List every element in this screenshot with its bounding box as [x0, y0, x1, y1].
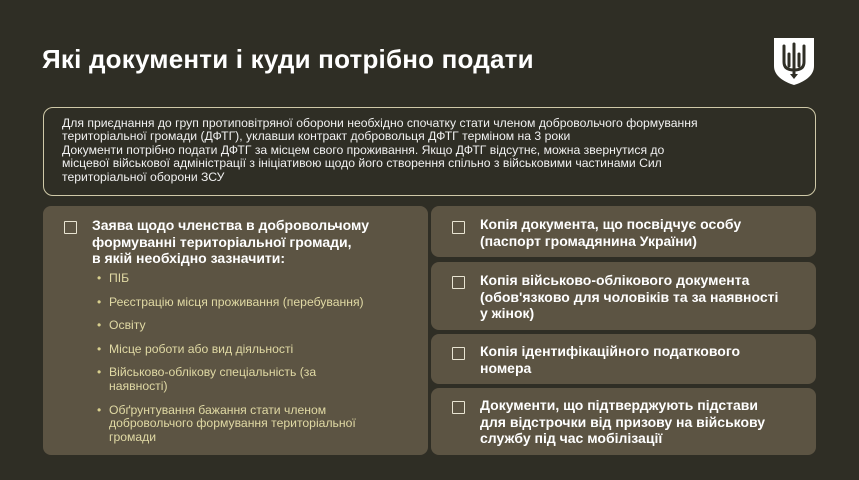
card-text-line: (паспорт громадянина України)	[480, 232, 697, 249]
bullet-icon: •	[97, 402, 102, 417]
list-item-text: добровольчого формування територіальної	[109, 416, 356, 431]
card-text-line: для відстрочки від призову на військову	[480, 413, 766, 430]
bullet-icon: •	[97, 271, 102, 285]
intro-line: Документи потрібно подати ДФТГ за місцем свого проживання. Якщо ДФТГ відсутнє, можна звернутися до	[62, 142, 665, 157]
application-title	[92, 217, 412, 267]
application-fields-list	[97, 272, 407, 454]
bullet-icon: •	[97, 318, 102, 333]
intro-box	[43, 107, 816, 196]
list-item-text: Місце роботи або вид діяльності	[109, 341, 294, 356]
bullet-icon: •	[97, 341, 102, 356]
list-item-text: громади	[109, 429, 157, 444]
military-document-text	[480, 272, 800, 322]
list-item-text: Обґрунтування бажання стати членом	[109, 402, 327, 417]
tax-number-text	[480, 343, 800, 376]
list-item	[97, 366, 407, 393]
list-item-text: ПІБ	[109, 271, 130, 285]
list-item	[97, 343, 407, 357]
list-item	[97, 296, 407, 310]
intro-line: територіальної оборони ЗСУ	[62, 169, 225, 184]
list-item-text: Реєстрацію місця проживання (перебування)	[109, 294, 364, 309]
checkbox-military-document[interactable]	[452, 276, 465, 289]
card-text-line: (обов'язково для чоловіків та за наявності	[480, 288, 779, 305]
card-text-line: Копія ідентифікаційного податкового	[480, 343, 741, 359]
application-title-line: в якій необхідно зазначити:	[92, 250, 286, 266]
card-text-line: номера	[480, 359, 532, 376]
card-text-line: службу під час мобілізації	[480, 430, 663, 446]
id-document-text	[480, 216, 800, 249]
list-item-text: наявності)	[109, 378, 168, 393]
card-text-line: Копія документа, що посвідчує особу	[480, 216, 742, 232]
checkbox-deferment-documents[interactable]	[452, 401, 465, 414]
card-text-line: Копія військово-облікового документа	[480, 272, 750, 288]
intro-line: Для приєднання до груп протиповітряної оборони необхідно спочатку стати членом добровольчого формування	[62, 116, 698, 130]
list-item	[97, 404, 407, 445]
application-title-line: Заява щодо членства в добровольчому	[92, 217, 369, 233]
list-item	[97, 319, 407, 333]
checkbox-application[interactable]	[64, 221, 77, 234]
checkbox-tax-number[interactable]	[452, 347, 465, 360]
list-item	[97, 272, 407, 286]
application-title-line: формуванні територіальної громади,	[92, 233, 352, 250]
page-title: Які документи і куди потрібно подати	[42, 44, 534, 74]
list-item-text: Військово-облікову спеціальність (за	[109, 365, 317, 380]
intro-line: місцевої військової адміністрації з ініціативою щодо його створення спільно з військовими частинами Сил	[62, 156, 662, 171]
card-text-line: Документи, що підтверджують підстави	[480, 397, 758, 413]
list-item-text: Освіту	[109, 318, 146, 333]
checkbox-id-document[interactable]	[452, 221, 465, 234]
trident-shield-icon	[772, 36, 816, 86]
bullet-icon: •	[97, 294, 102, 309]
card-text-line: у жінок)	[480, 305, 535, 321]
deferment-documents-text	[480, 397, 800, 447]
bullet-icon: •	[97, 365, 102, 380]
intro-line: територіальної громади (ДФТГ), уклавши контракт добровольця ДФТГ терміном на 3 роки	[62, 129, 571, 144]
